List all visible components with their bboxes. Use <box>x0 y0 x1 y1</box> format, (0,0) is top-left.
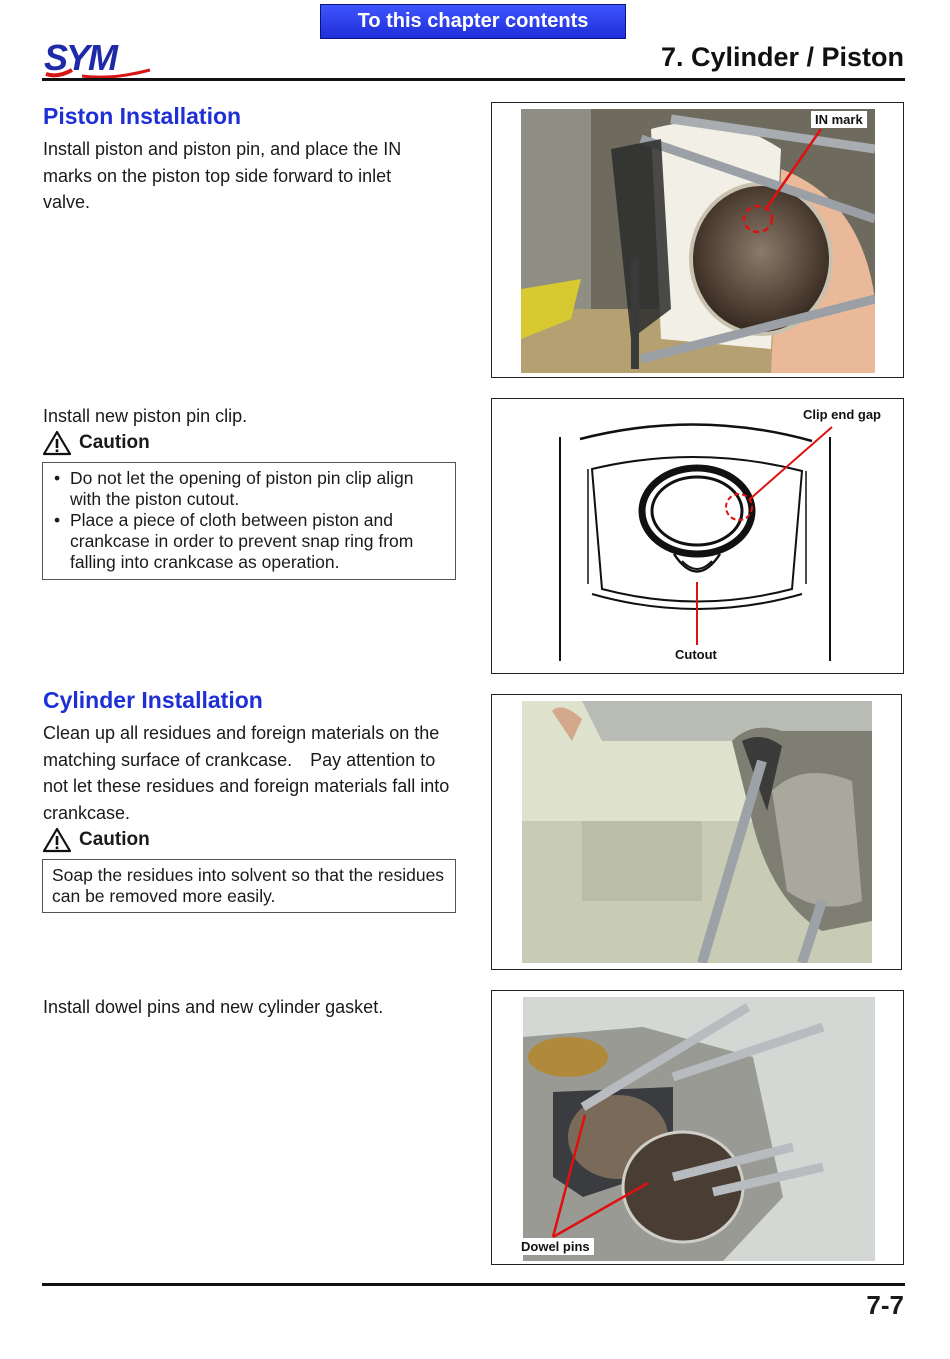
piston-clip-drawing <box>492 399 902 672</box>
caution-text: Soap the residues into solvent so that the residues can be removed more easily. <box>52 865 445 906</box>
page-number: 7-7 <box>866 1290 904 1320</box>
cylinder-gasket-photo <box>523 997 875 1261</box>
crankcase-photo <box>522 701 872 963</box>
caution-heading <box>43 430 150 456</box>
svg-text:SYM: SYM <box>44 40 117 78</box>
piston-photo <box>521 109 875 373</box>
caution-item: • Place a piece of cloth between piston and crankcase in order to prevent snap ring from falling into crankcase as operation. <box>52 510 446 573</box>
piston-clip-diagram <box>491 398 904 674</box>
chapter-title: 7. Cylinder / Piston <box>660 42 904 72</box>
cutout-label: Cutout <box>671 646 721 663</box>
in-mark-label: IN mark <box>811 111 867 128</box>
clip-end-gap-label: Clip end gap <box>799 406 885 423</box>
caution-label: Caution <box>79 829 150 850</box>
piston-installation-heading: Piston Installation <box>43 103 242 129</box>
caution-item: • Do not let the opening of piston pin clip align with the piston cutout. <box>52 468 446 510</box>
caution-box <box>42 859 456 913</box>
chapter-contents-link[interactable]: To this chapter contents <box>320 4 626 39</box>
piston-installation-text: Install piston and piston pin, and place the IN marks on the piston top side forward to inlet valve. <box>43 139 402 212</box>
caution-box <box>42 462 456 580</box>
cylinder-installation-text: Clean up all residues and foreign materials on the matching surface of crankcase. Pay attention to not let these residues and foreign materials fall into crankcase. <box>43 723 450 823</box>
dowel-pins-label: Dowel pins <box>517 1238 594 1255</box>
dowel-pins-text: Install dowel pins and new cylinder gasket. <box>43 997 384 1017</box>
cylinder-installation-heading: Cylinder Installation <box>43 687 263 713</box>
caution-heading <box>43 827 150 853</box>
sym-logo <box>42 40 154 78</box>
warning-icon <box>43 430 71 456</box>
dowel-pins-figure <box>491 990 904 1265</box>
footer-divider <box>42 1283 905 1286</box>
caution-label: Caution <box>79 432 150 453</box>
header-divider <box>42 78 905 81</box>
crankcase-cleaning-figure <box>491 694 902 970</box>
warning-icon <box>43 827 71 853</box>
piston-pin-clip-text: Install new piston pin clip. <box>43 406 248 426</box>
piston-in-mark-figure <box>491 102 904 378</box>
